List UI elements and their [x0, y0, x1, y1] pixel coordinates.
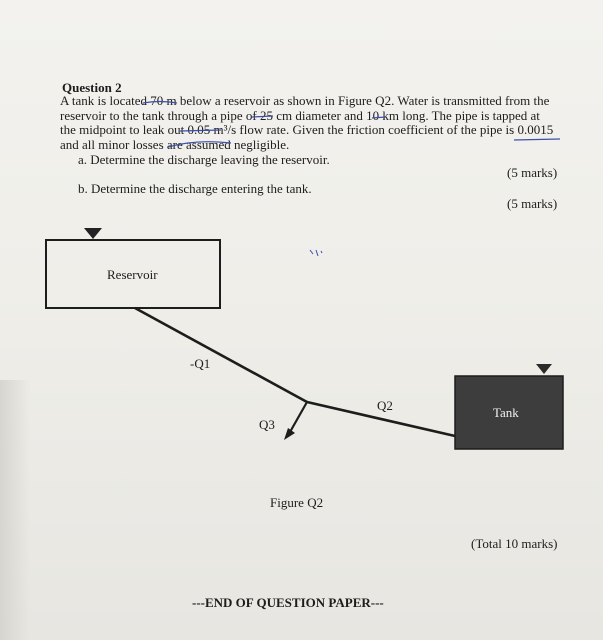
- q2-label: Q2: [377, 398, 393, 413]
- part-a-marks: (5 marks): [507, 165, 558, 180]
- reservoir-water-level-marker: [84, 228, 102, 239]
- total-marks: (Total 10 marks): [471, 536, 558, 551]
- q1-label: -Q1: [190, 356, 211, 371]
- tank-water-level-marker: [536, 364, 552, 374]
- part-b-text: b. Determine the discharge entering the tank.: [78, 181, 312, 196]
- leak-branch-q3: [290, 402, 307, 432]
- pipe-segment-q1: [135, 308, 307, 402]
- tank-label: Tank: [493, 405, 519, 420]
- part-a-text: a. Determine the discharge leaving the reservoir.: [78, 152, 330, 167]
- leak-arrow-head: [284, 428, 295, 440]
- part-b-marks: (5 marks): [507, 196, 558, 211]
- reservoir-label: Reservoir: [107, 267, 158, 282]
- figure-caption: Figure Q2: [270, 495, 324, 510]
- question-line-3: the midpoint to leak out 0.05 m³/s flow rate. Given the friction coefficient of the pipe is 0.0015: [60, 122, 554, 137]
- question-line-1: A tank is located 70 m below a reservoir as shown in Figure Q2. Water is transmitted from the: [60, 93, 550, 108]
- question-title: Question 2: [62, 80, 122, 95]
- end-of-paper: ---END OF QUESTION PAPER---: [192, 595, 384, 610]
- question-line-2: reservoir to the tank through a pipe of 25 cm diameter and 10 km long. The pipe is tapped at: [60, 107, 540, 123]
- question-line-4: and all minor losses are assumed negligible.: [60, 136, 290, 152]
- q3-label: Q3: [259, 417, 275, 432]
